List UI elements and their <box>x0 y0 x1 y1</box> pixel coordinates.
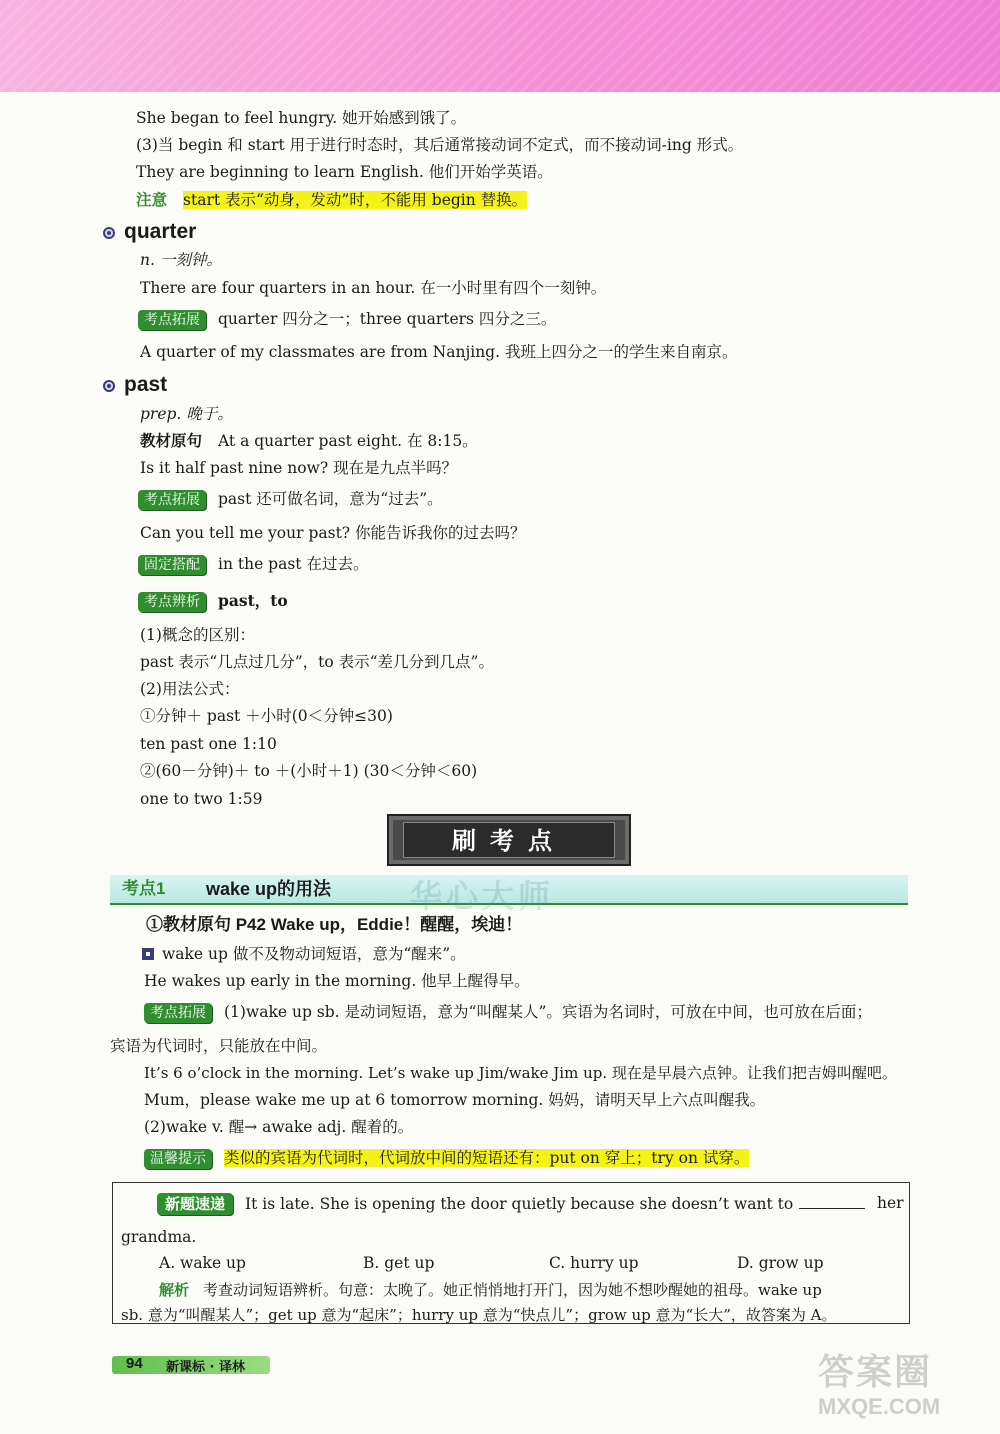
tag-guding-dapei: 固定搭配 <box>138 555 206 575</box>
bar-watermark: 华心大师 <box>410 878 555 914</box>
source-label: 教材原句 <box>140 432 203 450</box>
option-b[interactable]: B. get up <box>363 1254 435 1272</box>
topic-label: 考点1 <box>122 879 166 898</box>
analysis-line <box>159 1280 822 1300</box>
text-line: ten past one 1:10 <box>140 735 277 753</box>
extension-line <box>138 489 443 510</box>
practice-question-box <box>112 1182 910 1324</box>
square-bullet-icon <box>142 948 154 960</box>
entry-bullet-icon <box>103 380 115 392</box>
text-line: one to two 1:59 <box>140 790 263 808</box>
topic-title: wake up的用法 <box>206 879 332 899</box>
section-banner <box>387 814 631 866</box>
page-number: 94 <box>126 1355 143 1372</box>
entry-word: quarter <box>124 220 197 243</box>
watermark-url: MXQE.COM <box>818 1394 941 1419</box>
text-line: She began to feel hungry. 她开始感到饿了。 <box>136 109 467 127</box>
source-sentence-line <box>140 431 478 451</box>
topic-header-bar <box>110 875 908 914</box>
note-line <box>136 190 527 210</box>
extension-line <box>138 309 556 330</box>
example-sentence: He wakes up early in the morning. 他早上醒得早。 <box>144 972 530 990</box>
stem-continue: grandma. <box>121 1228 197 1246</box>
example-sentence: Mum，please wake me up at 6 tomorrow morning. 妈妈，请明天早上六点叫醒我。 <box>144 1091 766 1109</box>
entry-word: past <box>124 373 168 396</box>
source-sentence-heading: ①教材原句 P42 Wake up，Eddie！醒醒，埃迪！ <box>146 915 523 934</box>
analysis-line: sb. 意为“叫醒某人”；get up 意为“起床”；hurry up 意为“快点儿”；grow up 意为“长大”，故答案为 A。 <box>121 1306 837 1324</box>
part-of-speech: n. 一刻钟。 <box>140 251 222 269</box>
extension-text: past 还可做名词，意为“过去”。 <box>218 490 443 508</box>
example-sentence: It’s 6 o’clock in the morning. Let’s wake up Jim/wake Jim up. 现在是早晨六点钟。让我们把吉姆叫醒吧。 <box>144 1064 897 1082</box>
answer-blank[interactable] <box>799 1194 865 1209</box>
analysis-label: 解析 <box>159 1281 190 1299</box>
text-line: 宾语为代词时，只能放在中间。 <box>110 1037 328 1055</box>
header-decoration <box>0 0 1000 92</box>
text-line: (3)当 begin 和 start 用于进行时态时，其后通常接动词不定式，而不接动词-ing 形式。 <box>136 136 744 154</box>
note-text: start 表示“动身，发动”时，不能用 begin 替换。 <box>183 191 528 209</box>
stem-text: It is late. She is opening the door quietly because she doesn’t want to <box>245 1195 794 1213</box>
bullet-line <box>142 944 466 964</box>
text-line: past 表示“几点过几分”，to 表示“差几分到几点”。 <box>140 653 494 671</box>
tag-wenxin-tishi: 温馨提示 <box>144 1149 212 1169</box>
example-sentence: Can you tell me your past? 你能告诉我你的过去吗？ <box>140 524 526 542</box>
bullet-text: wake up 做不及物动词短语，意为“醒来”。 <box>162 945 466 963</box>
fixed-collocation-line <box>138 554 368 575</box>
example-sentence: A quarter of my classmates are from Nanjing. 我班上四分之一的学生来自南京。 <box>140 343 738 361</box>
watermark-logo: 答案圈 <box>818 1352 933 1393</box>
analysis-text: 考查动词短语辨析。句意：太晚了。她正悄悄地打开门，因为她不想吵醒她的祖母。wake up <box>203 1281 822 1299</box>
collocation-text: in the past 在过去。 <box>218 555 369 573</box>
text-line: (2)用法公式： <box>140 680 240 698</box>
source-text: At a quarter past eight. 在 8:15。 <box>218 432 478 450</box>
text-line: ②(60－分钟)＋ to ＋(小时＋1) (30＜分钟＜60) <box>140 762 478 780</box>
option-d[interactable]: D. grow up <box>737 1254 824 1272</box>
example-sentence: Is it half past nine now? 现在是九点半吗？ <box>140 459 458 477</box>
stem-continue: her <box>877 1194 904 1212</box>
text-line: ①分钟＋ past ＋小时(0＜分钟≤30) <box>140 707 393 725</box>
option-c[interactable]: C. hurry up <box>549 1254 639 1272</box>
text-line: (2)wake v. 醒→ awake adj. 醒着的。 <box>144 1118 414 1136</box>
text-line: They are beginning to learn English. 他们开始学英语。 <box>136 163 553 181</box>
example-sentence: There are four quarters in an hour. 在一小时里有四个一刻钟。 <box>140 279 607 297</box>
banner-title: 刷考点 <box>403 822 615 858</box>
distinction-line <box>138 591 288 612</box>
tip-text: 类似的宾语为代词时，代词放中间的短语还有：put on 穿上；try on 试穿。 <box>224 1149 750 1167</box>
extension-text: (1)wake up sb. 是动词短语，意为“叫醒某人”。宾语为名词时，可放在中间，也可放在后面； <box>224 1003 872 1021</box>
tip-line <box>144 1148 749 1169</box>
extension-text: quarter 四分之一；three quarters 四分之三。 <box>218 310 557 328</box>
part-of-speech: prep. 晚于。 <box>140 405 233 423</box>
tag-kaodian-tuozhan: 考点拓展 <box>138 490 206 510</box>
entry-bullet-icon <box>103 227 115 239</box>
series-name: 新课标 · 译林 <box>166 1360 245 1375</box>
note-label: 注意 <box>136 191 168 209</box>
tag-kaodian-bianxi: 考点辨析 <box>138 592 206 612</box>
tag-kaodian-tuozhan: 考点拓展 <box>138 310 206 330</box>
extension-line <box>144 1002 872 1023</box>
question-stem <box>157 1193 871 1215</box>
text-line: (1)概念的区别： <box>140 626 255 644</box>
tag-kaodian-tuozhan: 考点拓展 <box>144 1003 212 1023</box>
distinction-words: past，to <box>218 591 288 610</box>
option-a[interactable]: A. wake up <box>159 1254 246 1272</box>
tag-xinti-sudi: 新题速递 <box>157 1193 233 1215</box>
